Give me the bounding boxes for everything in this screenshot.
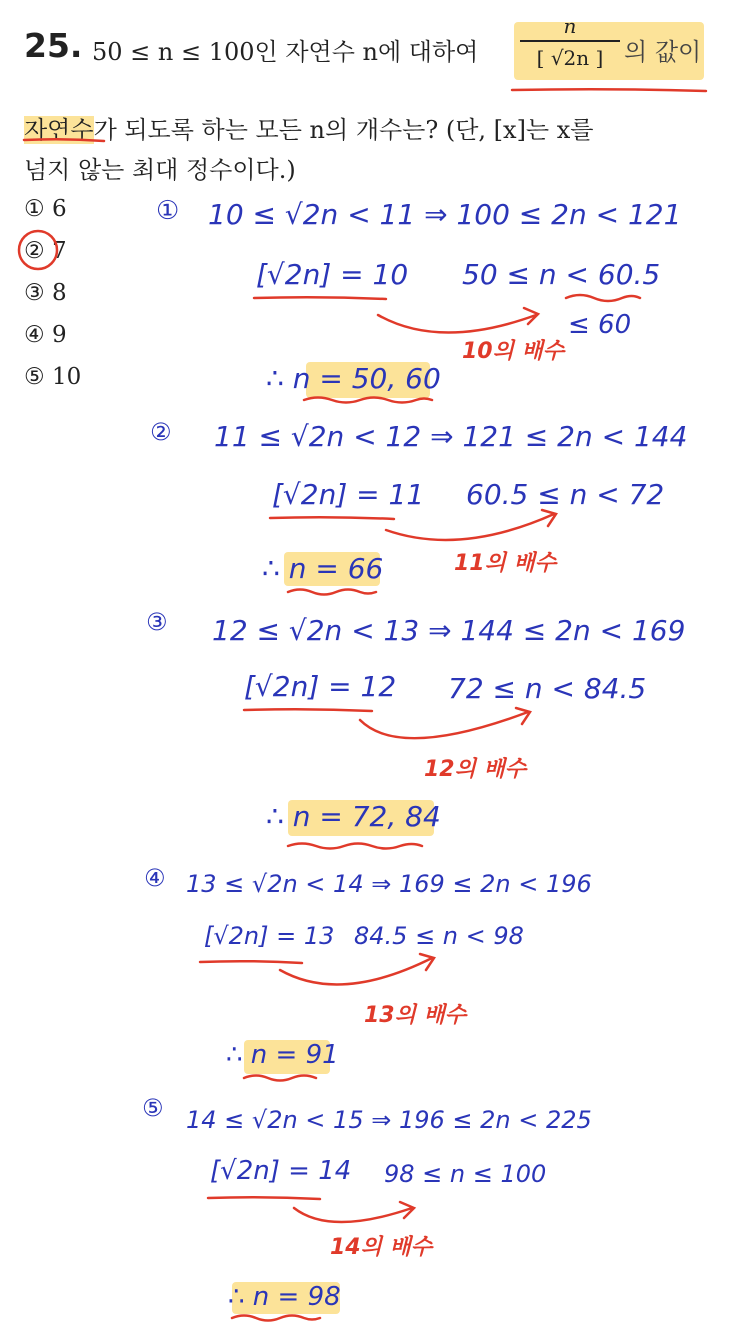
choice-value: 10 xyxy=(51,364,82,390)
choice-value: 6 xyxy=(51,196,67,222)
choice-mark: ⑤ xyxy=(24,364,45,390)
case-4-floor: [√2n] = 13 xyxy=(204,922,335,950)
case-2-result: ∴ n = 66 xyxy=(262,552,384,585)
case-3-note: 12의 배수 xyxy=(424,757,527,782)
underline-case-4-floor xyxy=(200,961,302,963)
choice-mark: ② xyxy=(24,238,45,264)
choice-value: 9 xyxy=(51,322,67,348)
arrow-case-1 xyxy=(378,308,538,333)
case-1-range: 50 ≤ n < 60.5 xyxy=(462,258,661,291)
underline-fraction xyxy=(512,89,706,91)
case-2-inequality: 11 ≤ √2n < 12 ⇒ 121 ≤ 2n < 144 xyxy=(214,420,688,453)
underline-case-3-result xyxy=(288,844,422,849)
choice-mark: ① xyxy=(24,196,45,222)
fraction-numerator: n xyxy=(563,14,577,38)
case-1-label: ① xyxy=(156,196,180,226)
case-1-inequality: 10 ≤ √2n < 11 ⇒ 100 ≤ 2n < 121 xyxy=(208,198,682,231)
case-5-floor: [√2n] = 14 xyxy=(210,1156,352,1186)
arrow-case-3 xyxy=(360,708,530,738)
case-2-label: ② xyxy=(150,418,172,446)
case-4-inequality: 13 ≤ √2n < 14 ⇒ 169 ≤ 2n < 196 xyxy=(186,870,592,898)
problem-text-line2-rest: 가 되도록 하는 모든 n의 개수는? (단, [x]는 x를 xyxy=(93,116,594,144)
problem-number: 25. xyxy=(24,26,83,65)
arrow-case-2 xyxy=(386,510,556,540)
problem-text-line1-tail: 의 값이 xyxy=(624,38,702,66)
case-4-range: 84.5 ≤ n < 98 xyxy=(354,922,524,950)
case-4-note: 13의 배수 xyxy=(364,1003,467,1028)
case-5-note: 14의 배수 xyxy=(330,1235,433,1260)
underline-case-2-result xyxy=(288,590,376,595)
case-2-note: 11의 배수 xyxy=(454,551,557,576)
keyword-natural-number: 자연수 xyxy=(24,116,94,144)
underline-case-5-floor xyxy=(208,1197,320,1199)
underline-case-1-bound xyxy=(566,295,640,301)
case-5-range: 98 ≤ n ≤ 100 xyxy=(384,1160,547,1188)
underline-case-1-result xyxy=(304,398,432,403)
case-5-result: ∴ n = 98 xyxy=(228,1282,341,1312)
case-3-range: 72 ≤ n < 84.5 xyxy=(448,672,647,705)
case-4-label: ④ xyxy=(144,864,166,892)
choice-value: 8 xyxy=(51,280,67,306)
case-3-inequality: 12 ≤ √2n < 13 ⇒ 144 ≤ 2n < 169 xyxy=(212,614,686,647)
answer-circle-icon xyxy=(19,231,57,269)
fraction-denominator: [ √2n ] xyxy=(536,45,604,70)
underline-case-2-floor xyxy=(270,517,394,519)
underline-case-5-result xyxy=(232,1316,320,1321)
case-2-range: 60.5 ≤ n < 72 xyxy=(466,478,665,511)
arrow-case-4 xyxy=(280,954,434,984)
problem-text-line1: 50 ≤ n ≤ 100인 자연수 n에 대하여 xyxy=(92,38,479,66)
choice-mark: ③ xyxy=(24,280,45,306)
case-2-floor: [√2n] = 11 xyxy=(272,478,425,511)
case-3-result: ∴ n = 72, 84 xyxy=(266,800,441,833)
problem-text-line3: 넘지 않는 최대 정수이다.) xyxy=(24,156,296,184)
underline-case-1-floor xyxy=(254,297,386,299)
choice-mark: ④ xyxy=(24,322,45,348)
case-1-bound: ≤ 60 xyxy=(568,310,632,340)
underline-case-4-result xyxy=(244,1076,316,1081)
case-1-note: 10의 배수 xyxy=(462,339,565,364)
case-5-inequality: 14 ≤ √2n < 15 ⇒ 196 ≤ 2n < 225 xyxy=(186,1106,592,1134)
arrow-case-5 xyxy=(294,1202,414,1222)
case-1-floor: [√2n] = 10 xyxy=(256,258,409,291)
underline-case-3-floor xyxy=(244,709,372,711)
underline-keyword xyxy=(24,139,104,141)
case-3-floor: [√2n] = 12 xyxy=(244,670,397,703)
case-5-label: ⑤ xyxy=(142,1094,164,1122)
choice-value: 7 xyxy=(51,238,67,264)
case-3-label: ③ xyxy=(146,608,168,636)
case-1-result: ∴ n = 50, 60 xyxy=(266,362,441,395)
case-4-result: ∴ n = 91 xyxy=(226,1040,339,1070)
